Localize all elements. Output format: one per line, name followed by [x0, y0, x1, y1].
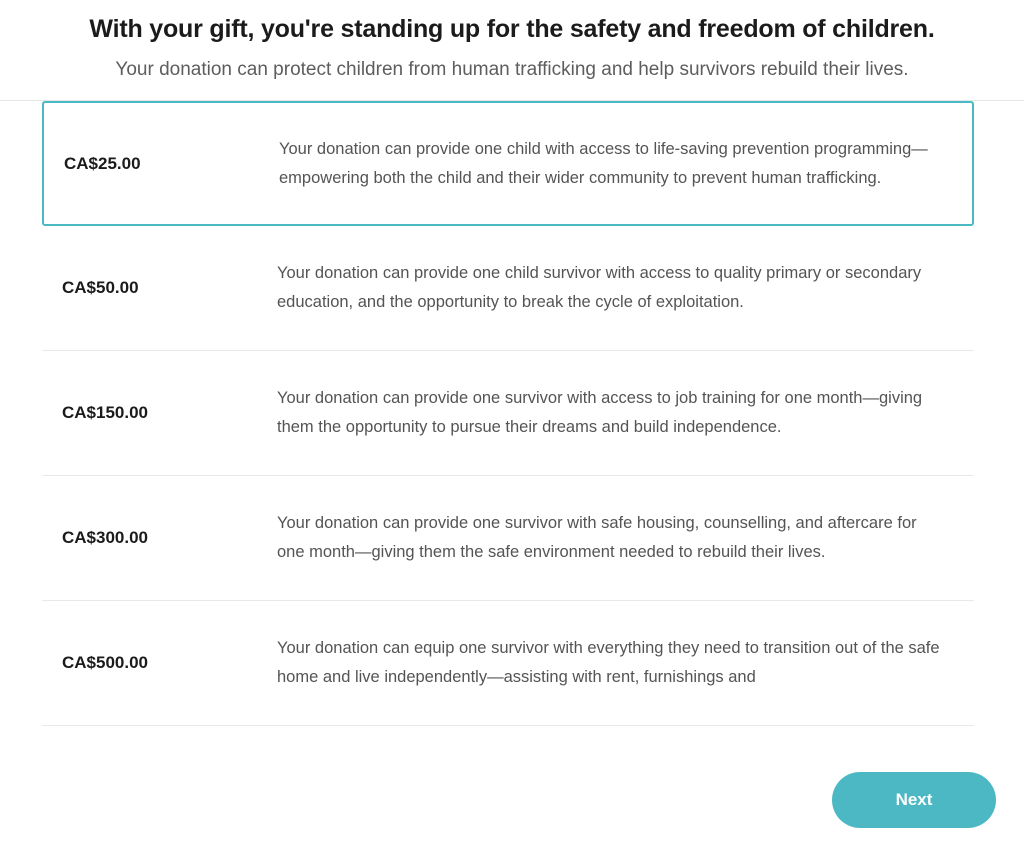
amount-option-row[interactable] [42, 476, 974, 601]
amount-list-scroll-area[interactable] [0, 101, 1024, 755]
page-header [0, 0, 1024, 101]
page-subtitle: Your donation can protect children from human trafficking and help survivors rebuild their lives. [115, 59, 909, 81]
amount-option-row[interactable] [42, 351, 974, 476]
amount-description: Your donation can provide one survivor with access to job training for one month—giving them the opportunity to pursue their dreams and build independence. [277, 389, 923, 437]
amount-label: CA$300.00 [62, 528, 149, 548]
next-button[interactable]: Next [832, 772, 996, 828]
amount-description: Your donation can equip one survivor with everything they need to transition out of the safe home and live independently—assisting with rent, furnishings and [277, 639, 940, 687]
amount-label: CA$150.00 [62, 403, 149, 423]
amount-description: Your donation can provide one child with access to life-saving prevention programming—empowering both the child and their wider community to prevent human trafficking. [279, 139, 928, 187]
amount-label: CA$500.00 [62, 653, 149, 673]
amount-option-row[interactable] [42, 601, 974, 726]
amount-label: CA$50.00 [62, 278, 139, 298]
page-title: With your gift, you're standing up for the safety and freedom of children. [89, 15, 935, 43]
amount-option-row[interactable] [42, 226, 974, 351]
page-footer [0, 755, 1024, 843]
amount-list [42, 101, 974, 726]
amount-description: Your donation can provide one child survivor with access to quality primary or secondary education, and the opportunity to break the cycle of exploitation. [277, 264, 922, 312]
amount-label: CA$25.00 [64, 153, 141, 173]
amount-option-row[interactable] [42, 101, 974, 226]
amount-description: Your donation can provide one survivor with safe housing, counselling, and aftercare for one month—giving them the safe environment needed to rebuild their lives. [277, 514, 917, 562]
